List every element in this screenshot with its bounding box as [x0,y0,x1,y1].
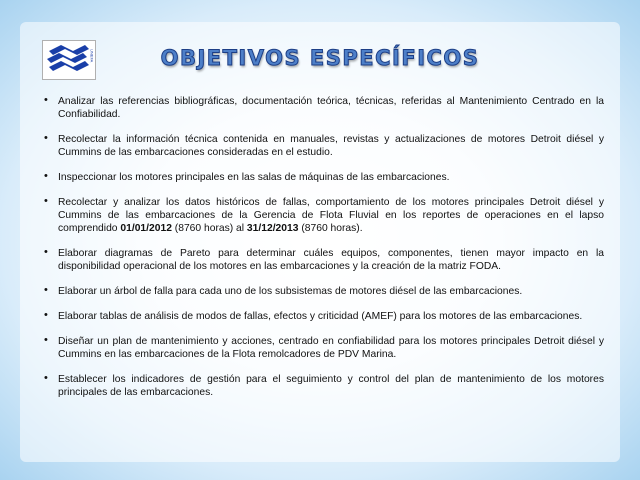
list-item [44,247,604,273]
bullet-text: Elaborar diagramas de Pareto para determinar cuáles equipos, componentes, tienen mayor impacto en la disponibilidad operacional de los motores en las embarcaciones y la creación de la matriz FODA. [58,248,604,272]
list-item [44,285,604,298]
bullet-text: Elaborar un árbol de falla para cada uno de los subsistemas de motores diésel de las embarcaciones. [58,286,523,297]
logo-text: UNEFA [89,49,95,63]
objectives-list [44,95,604,411]
slide-title: OBJETIVOS ESPECÍFICOS [160,46,480,70]
bullet-text: (8760 horas) al [171,223,247,234]
bullet-text: Inspeccionar los motores principales en las salas de máquinas de las embarcaciones. [58,172,450,183]
bullet-text: Establecer los indicadores de gestión para el seguimiento y control del plan de mantenimiento de los motores principales de las embarcaciones. [58,374,604,398]
bullet-text: Recolectar la información técnica contenida en manuales, revistas y actualizaciones de motores Detroit diésel y Cummins de las embarcaciones consideradas en el estudio. [58,134,604,158]
list-item [44,196,604,235]
list-item [44,95,604,121]
list-item [44,171,604,184]
list-item [44,310,604,323]
bullet-text: Diseñar un plan de mantenimiento y acciones, centrado en confiabilidad para los motores principales Detroit diésel y Cummins en las embarcaciones de la Flota remolcadores de PDV Marina. [58,336,604,360]
bullet-text: Recolectar y analizar los datos históricos de fallas, comportamiento de los motores principales Detroit diésel y Cummins de las embarcaciones de la Gerencia de Flota Fluvial en los reportes de operaciones en el lapso comprendido [58,197,604,234]
bullet-text: (8760 horas). [298,223,363,234]
date-end: 31/12/2013 [246,223,299,234]
bullet-text: Analizar las referencias bibliográficas, documentación teórica, técnicas, referidas al Mantenimiento Centrado en la Confiabilidad. [58,96,604,120]
list-item [44,133,604,159]
bullet-text: Elaborar tablas de análisis de modos de fallas, efectos y criticidad (AMEF) para los motores de las embarcaciones. [58,311,583,322]
list-item [44,335,604,361]
list-item [44,373,604,399]
date-start: 01/01/2012 [120,223,172,234]
